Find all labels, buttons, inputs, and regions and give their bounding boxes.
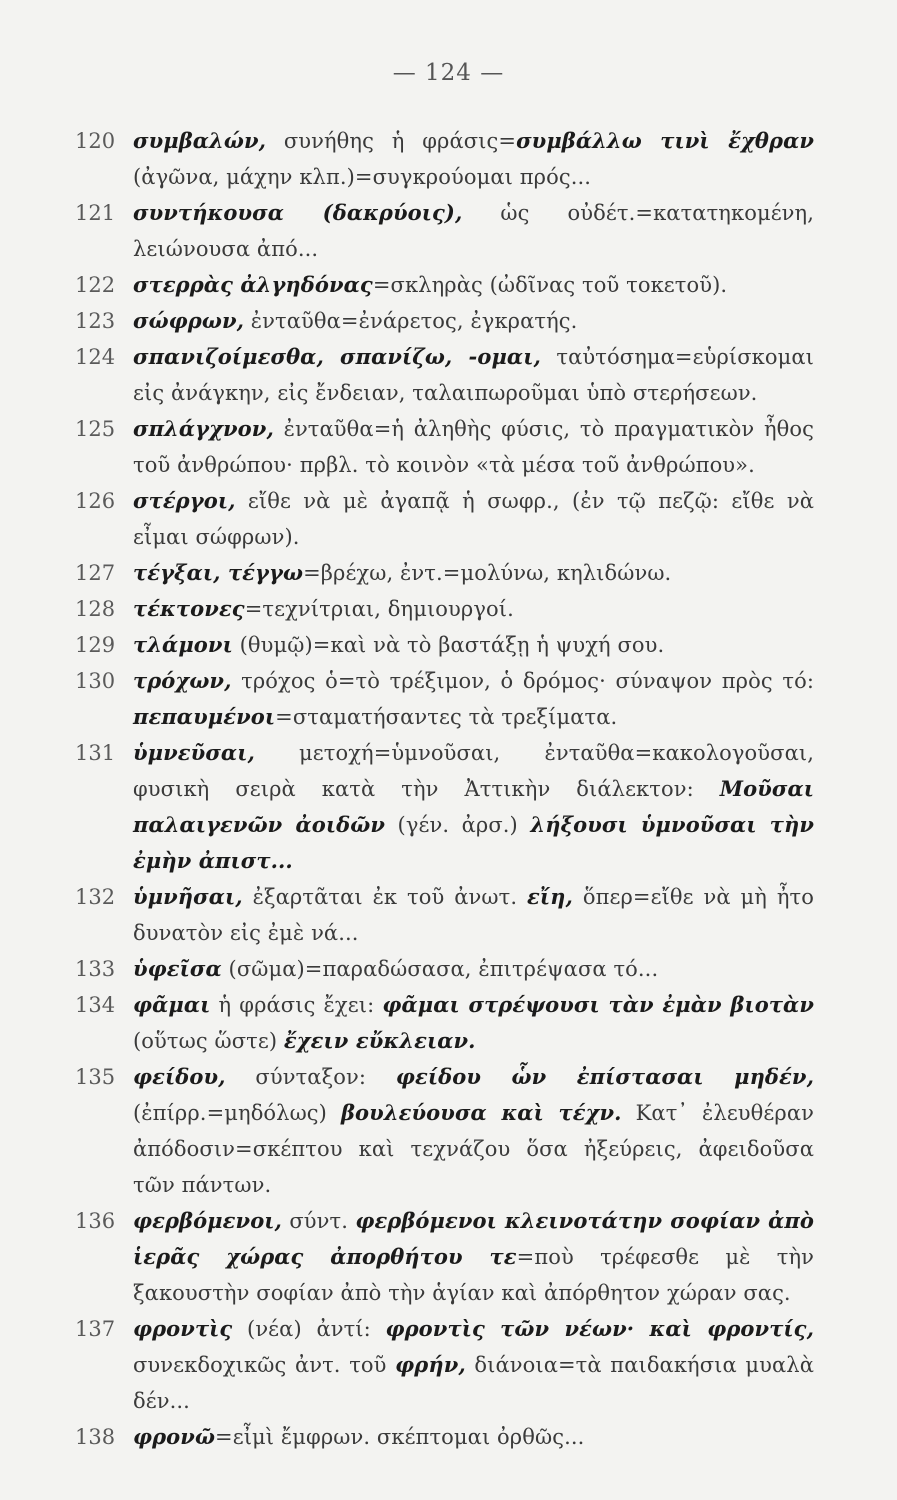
entry-text <box>133 267 814 303</box>
entry-text <box>133 735 814 879</box>
gloss: ὅπερ=εἴθε νὰ μὴ ἦτο δυνατὸν εἰς ἐμὲ νά... <box>133 885 814 945</box>
glossary-entry <box>0 1419 897 1455</box>
headword: τέγξαι, τέγγω <box>133 560 304 585</box>
entry-number: 134 <box>75 993 116 1017</box>
entry-text <box>133 303 814 339</box>
headword: σπλάγχνον, <box>133 416 274 441</box>
entry-text <box>133 1203 814 1311</box>
gloss: συνήθης ἡ φράσις= <box>266 129 517 153</box>
entry-text <box>133 1311 814 1419</box>
gloss: (γέν. ἀρσ.) <box>385 813 531 837</box>
glossary-entry <box>0 339 897 411</box>
glossary-entry <box>0 267 897 303</box>
headword: τέκτονες <box>133 596 245 621</box>
gloss: τρόχος ὁ=τὸ τρέξιμον, ὁ δρόμος· σύναψον πρὸς τό: <box>231 669 814 693</box>
entry-number: 133 <box>75 957 116 981</box>
headword: ἔχειν εὔκλειαν. <box>283 1028 476 1053</box>
gloss: =εἶμὶ ἔμφρων. σκέπτομαι ὀρθῶς... <box>215 1425 585 1449</box>
headword: βουλεύουσα καὶ τέχν. <box>341 1100 622 1125</box>
headword: πεπαυμένοι <box>133 704 276 729</box>
entry-text <box>133 123 814 195</box>
gloss: =τεχνίτριαι, δημιουργοί. <box>244 597 514 621</box>
headword: φροντὶς τῶν νέων· καὶ φροντίς, <box>385 1316 814 1341</box>
entry-text <box>133 1059 814 1203</box>
glossary-entry <box>0 735 897 879</box>
glossary-entry <box>0 195 897 267</box>
gloss: =βρέχω, ἐντ.=μολύνω, κηλιδώνω. <box>303 561 672 585</box>
entry-number: 125 <box>75 417 116 441</box>
glossary-entry <box>0 1203 897 1311</box>
gloss: (ἀγῶνα, μάχην κλπ.)=συγκρούομαι πρός... <box>133 165 592 189</box>
entry-text <box>133 339 814 411</box>
entry-text <box>133 1419 814 1455</box>
glossary-entry <box>0 591 897 627</box>
entry-number: 124 <box>75 345 116 369</box>
entry-number: 137 <box>75 1317 116 1341</box>
glossary-entry <box>0 411 897 483</box>
headword: σπανιζοίμεσθα, σπανίζω, -ομαι, <box>133 344 541 369</box>
headword: τλάμονι <box>133 632 233 657</box>
headword: Μοῦσαι παλαιγενῶν ἀοιδῶν <box>133 776 814 837</box>
gloss: (ἐπίρρ.=μηδόλως) <box>133 1101 341 1125</box>
entry-text <box>133 987 814 1059</box>
entry-text <box>133 591 814 627</box>
headword: συντήκουσα (δακρύοις), <box>133 200 463 225</box>
gloss: σύνταξον: <box>225 1065 396 1089</box>
gloss: ἐνταῦθα=ἐνάρετος, ἐγκρατής. <box>244 309 578 333</box>
entry-text <box>133 663 814 735</box>
headword: σώφρων, <box>133 308 245 333</box>
gloss: ἐξαρτᾶται ἐκ τοῦ ἀνωτ. <box>242 885 528 909</box>
entry-number: 135 <box>75 1065 116 1089</box>
headword: φᾶμαι στρέψουσι τὰν ἐμὰν βιοτὰν <box>382 992 814 1017</box>
glossary-entry <box>0 951 897 987</box>
entry-text <box>133 483 814 555</box>
entry-number: 126 <box>75 489 116 513</box>
glossary-entry <box>0 483 897 555</box>
gloss: ὡς οὐδέτ.=κατατηκομένη, λειώνουσα ἀπό... <box>133 201 814 261</box>
glossary-entry <box>0 303 897 339</box>
entry-text <box>133 555 814 591</box>
headword: ὑμνῆσαι, <box>133 884 243 909</box>
gloss: (οὕτως ὥστε) <box>133 1029 284 1053</box>
glossary-entry <box>0 879 897 951</box>
entry-number: 131 <box>75 741 116 765</box>
glossary-entry <box>0 1059 897 1203</box>
entry-text <box>133 951 814 987</box>
entry-number: 138 <box>75 1425 116 1449</box>
entry-text <box>133 627 814 663</box>
gloss: (σῶμα)=παραδώσασα, ἐπιτρέψασα τό... <box>221 957 659 981</box>
headword: συμβαλών, <box>133 128 267 153</box>
headword: φροντὶς <box>133 1316 233 1341</box>
glossary-entry <box>0 123 897 195</box>
headword: φείδου ὧν ἐπίστασαι μηδέν, <box>395 1064 814 1089</box>
glossary-entry <box>0 987 897 1059</box>
headword: φᾶμαι <box>133 992 211 1017</box>
headword: φρήν, <box>395 1352 466 1377</box>
gloss: =σταματήσαντες τὰ τρεξίματα. <box>275 705 618 729</box>
gloss: Κατ᾽ ἐλευθέραν ἀπόδοσιν=σκέπτου καὶ τεχνάζου ὅσα ἠξεύρεις, ἀφειδοῦσα τῶν πάντων. <box>133 1101 814 1197</box>
entry-number: 136 <box>75 1209 116 1233</box>
headword: φείδου, <box>133 1064 226 1089</box>
headword: ὑφεῖσα <box>133 956 222 981</box>
glossary-entry <box>0 555 897 591</box>
gloss: ἡ φράσις ἔχει: <box>210 993 383 1017</box>
gloss: διάνοια=τὰ παιδακήσια μυαλὰ δέν... <box>133 1353 814 1413</box>
headword: φρονῶ <box>133 1424 216 1449</box>
headword: συμβάλλω τινὶ ἔχθραν <box>516 128 814 153</box>
gloss: ταὐτόσημα=εὑρίσκομαι εἰς ἀνάγκην, εἰς ἔνδειαν, ταλαιπωροῦμαι ὑπὸ στερήσεων. <box>133 345 814 405</box>
gloss: ἐνταῦθα=ἡ ἀληθὴς φύσις, τὸ πραγματικὸν ἦθος τοῦ ἀνθρώπου· πρβλ. τὸ κοινὸν «τὰ μέσα τοῦ ἀνθρώπου». <box>133 417 814 477</box>
gloss: (νέα) ἀντί: <box>232 1317 386 1341</box>
headword: εἴη, <box>527 884 573 909</box>
gloss: (θυμῷ)=καὶ νὰ τὸ βαστάξῃ ἡ ψυχή σου. <box>232 633 665 657</box>
page-number: — 124 — <box>392 60 505 86</box>
headword: ὑμνεῦσαι, <box>133 740 255 765</box>
glossary-entry <box>0 1311 897 1419</box>
gloss: =σκληρὰς (ὠδῖνας τοῦ τοκετοῦ). <box>372 273 728 297</box>
headword: τρόχων, <box>133 668 232 693</box>
gloss: συνεκδοχικῶς ἀντ. τοῦ <box>133 1353 396 1377</box>
headword: φερβόμενοι, <box>133 1208 282 1233</box>
headword: λήξουσι ὑμνοῦσαι τὴν ἐμὴν ἀπιστ... <box>133 812 815 873</box>
gloss: εἴθε νὰ μὲ ἀγαπᾷ ἡ σωφρ., (ἐν τῷ πεζῷ: εἴθε νὰ εἶμαι σώφρων). <box>133 489 814 549</box>
entry-number: 129 <box>75 633 116 657</box>
entry-text <box>133 195 814 267</box>
entry-text <box>133 879 814 951</box>
entry-number: 132 <box>75 885 116 909</box>
entry-number: 127 <box>75 561 116 585</box>
glossary-entries <box>0 123 897 1455</box>
entry-number: 130 <box>75 669 116 693</box>
gloss: =ποὺ τρέφεσθε μὲ τὴν ξακουστὴν σοφίαν ἀπὸ τὴν ἁγίαν καὶ ἀπόρθητον χώραν σας. <box>133 1245 814 1305</box>
glossary-entry <box>0 663 897 735</box>
headword: φερβόμενοι κλεινοτάτην σοφίαν ἀπὸ ἱερᾶς χώρας ἀπορθήτου τε <box>133 1208 814 1269</box>
gloss: σύντ. <box>281 1209 356 1233</box>
gloss: μετοχή=ὑμνοῦσαι, ἐνταῦθα=κακολογοῦσαι, φυσικὴ σειρὰ κατὰ τὴν Ἀττικὴν διάλεκτον: <box>133 741 814 801</box>
entry-number: 128 <box>75 597 116 621</box>
entry-text <box>133 411 814 483</box>
entry-number: 123 <box>75 309 116 333</box>
headword: στερρὰς ἀλγηδόνας <box>133 272 373 297</box>
entry-number: 121 <box>75 201 116 225</box>
headword: στέργοι, <box>133 488 236 513</box>
glossary-entry <box>0 627 897 663</box>
entry-number: 122 <box>75 273 116 297</box>
entry-number: 120 <box>75 129 116 153</box>
